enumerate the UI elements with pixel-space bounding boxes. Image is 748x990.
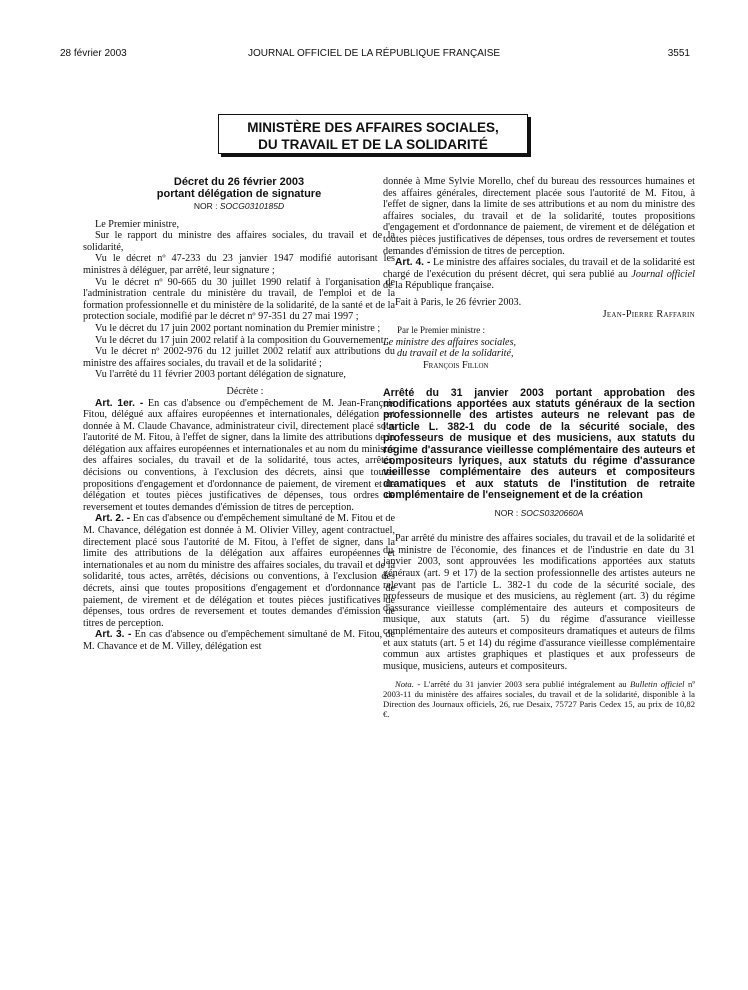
signatory-pm: Jean-Pierre Raffarin bbox=[602, 308, 695, 320]
article-3-label: Art. 3. - bbox=[95, 629, 132, 641]
decret-p8: Vu l'arrêté du 11 février 2003 portant délégation de signature, bbox=[95, 369, 346, 381]
decret-p7: Vu le décret nº 2002-976 du 12 juillet 2002 relatif aux attributions du ministre des affaires sociales, du travail et de la solidarité ; bbox=[83, 346, 395, 369]
article-3-continued: donnée à Mme Sylvie Morello, chef du bureau des ressources humaines et des affaires générales, directement placée sous l'autorité de M. Fitou, à l'effet de signer, dans la limite de ses attributions et au nom du ministre des affaires sociales, du travail et de la solidarité, toutes propositions d'engagement et d'ordonnance de paiement, de virement et de délégation et toutes pièces justificatives de dépenses, tous ordres de reversement et toutes demandes d'émission de titres de perception. bbox=[383, 176, 695, 257]
minister-title-1: Le ministre des affaires sociales, bbox=[383, 336, 517, 348]
nota-label: Nota. - bbox=[395, 679, 421, 690]
article-4-label: Art. 4. - bbox=[395, 257, 431, 269]
article-2-label: Art. 2. - bbox=[95, 513, 131, 525]
decret-title-2: portant délégation de signature bbox=[156, 188, 322, 200]
nor-label: NOR : bbox=[193, 201, 218, 211]
decret-p3: Vu le décret nº 47-233 du 23 janvier 1947 modifié autorisant les ministres à déléguer, par arrêté, leur signature ; bbox=[83, 253, 395, 276]
nor-code: SOCG0310185D bbox=[219, 201, 285, 211]
decrete-heading: Décrète : bbox=[226, 385, 264, 397]
decret-p5: Vu le décret du 17 juin 2002 portant nomination du Premier ministre ; bbox=[95, 322, 381, 334]
minister-title-2: du travail et de la solidarité, bbox=[397, 348, 514, 360]
decret-p2: Sur le rapport du ministre des affaires sociales, du travail et de la solidarité, bbox=[83, 230, 395, 253]
article-1-label: Art. 1er. - bbox=[95, 397, 144, 409]
ministry-box bbox=[218, 114, 528, 154]
right-column bbox=[383, 176, 695, 728]
decret-nor bbox=[83, 201, 395, 213]
decret-title-1: Décret du 26 février 2003 bbox=[173, 176, 305, 188]
arrete-nor bbox=[383, 508, 695, 520]
article-1 bbox=[83, 398, 395, 514]
arrete-body: Par arrêté du ministre des affaires sociales, du travail et de la solidarité et du ministre de l'économie, des finances et de l'industrie en date du 31 janvier 2003, sont approuvées les modifications apportées aux statuts généraux (art. 9 et 17) de la section professionnelle des artistes auteurs ne relevant pas de l'article L. 382-1 du code de la sécurité sociale, des professeurs de musique et des musiciens, au règlement (art. 3) du régime d'assurance vieillesse complémentaire des auteurs et compositeurs de musique, aux statuts (art. 5) du régime d'assurance vieillesse complémentaire des auteurs et compositeurs dramatiques et auteurs de films et aux statuts (art. 5 et 14) du régime d'assurance vieillesse complémentaire commun aux artistes graphiques et plastiques et aux professeurs de musique, musiciens, auteurs et compositeurs. bbox=[383, 533, 695, 672]
ministry-line-1: MINISTÈRE DES AFFAIRES SOCIALES, bbox=[247, 120, 499, 135]
header-page-number: 3551 bbox=[667, 48, 690, 59]
nota-text: L'arrêté du 31 janvier 2003 sera publié intégralement au bbox=[420, 679, 631, 690]
article-3-text: En cas d'absence ou d'empêchement simultané de M. Fitou, de M. Chavance et de M. Villey, délégation est bbox=[83, 629, 396, 652]
article-4 bbox=[383, 257, 695, 292]
decret-p4: Vu le décret nº 90-665 du 30 juillet 1990 relatif à l'organisation de l'administration centrale du ministère du travail, de l'emploi et de la formation professionnelle et du ministère de la solidarité, de la santé et de la protection sociale, modifié par le décret nº 97-351 du 27 mai 1997 ; bbox=[83, 276, 395, 323]
nota-text-end: nº 2003-11 du ministère des affaires sociales, du travail et de la solidarité, disponible à la Direction des Journaux officiels, 26, rue Desaix, 75727 Paris Cedex 15, au prix de 10,82 €. bbox=[383, 679, 695, 719]
arrete-nota bbox=[383, 680, 695, 719]
header-journal-title: JOURNAL OFFICIEL DE LA RÉPUBLIQUE FRANÇAISE bbox=[247, 48, 501, 59]
article-2 bbox=[83, 513, 395, 629]
article-2-text: En cas d'absence ou d'empêchement simultané de M. Fitou et de M. Chavance, délégation est donnée à M. Olivier Villey, agent contractuel, directement placé sous l'autorité de M. Fitou, à l'effet de signer, dans la limite des attributions de la délégation aux affaires européennes et internationales et au nom du ministre des affaires sociales, du travail et de la solidarité, tous actes, arrêtés, décisions ou conventions, à l'exclusion des décrets, ainsi que toutes propositions d'engagement et d'ordonnance de paiement, de virement et de délégation et toutes pièces justificatives de dépenses, tous ordres de reversement et toutes demandes d'émission de titres de perception. bbox=[83, 513, 395, 629]
arrete-title: Arrêté du 31 janvier 2003 portant approbation des modifications apportées aux statuts généraux de la section professionnelle des artistes auteurs ne relevant pas de l'article L. 382-1 du code de la sécurité sociale, des professeurs de musique et des musiciens, aux statuts du régime d'assurance vieillesse complémentaire des auteurs et compositeurs lyriques, aux statuts du régime d'assurance vieillesse complémentaire des auteurs et compositeurs dramatiques et aux statuts de l'institution de retraite complémentaire de l'enseignement et de la création bbox=[383, 386, 695, 502]
bulletin-officiel-ref: Bulletin officiel bbox=[630, 679, 685, 690]
article-3 bbox=[83, 629, 395, 652]
minister-name: François Fillon bbox=[423, 359, 489, 371]
article-4-text-end: de la République française. bbox=[383, 280, 494, 292]
fait-a-paris: Fait à Paris, le 26 février 2003. bbox=[395, 296, 522, 308]
header-date: 28 février 2003 bbox=[60, 48, 127, 59]
arrete-nor-label: NOR : bbox=[494, 507, 519, 518]
journal-officiel-ref: Journal officiel bbox=[631, 268, 695, 280]
par-premier-ministre: Par le Premier ministre : bbox=[397, 325, 485, 336]
article-4-text: Le ministre des affaires sociales, du travail et de la solidarité est chargé de l'exécution du présent décret, qui sera publié au bbox=[383, 257, 695, 280]
article-1-text: En cas d'absence ou d'empêchement de M. Jean-François Fitou, délégué aux affaires européennes et internationales, délégation est donnée à M. Claude Chavance, administrateur civil, directement placé sous l'autorité de M. Fitou, à l'effet de signer, dans la limite des attributions de la délégation aux affaires européennes et internationales et au nom du ministre des affaires sociales, du travail et de la solidarité, tous actes, arrêtés, décisions ou conventions, à l'exclusion des décrets, ainsi que toutes propositions d'engagement et d'ordonnance de paiement, de virement et de délégation et toutes pièces justificatives de dépenses, tous ordres de reversement et toutes demandes d'émission de titres de perception. bbox=[83, 397, 395, 513]
decret-p6: Vu le décret du 17 juin 2002 relatif à la composition du Gouvernement ; bbox=[95, 334, 389, 346]
arrete-nor-code: SOCS0320660A bbox=[520, 507, 584, 518]
left-column bbox=[83, 176, 395, 653]
decret-p1: Le Premier ministre, bbox=[95, 218, 180, 230]
ministry-line-2: DU TRAVAIL ET DE LA SOLIDARITÉ bbox=[258, 137, 488, 152]
